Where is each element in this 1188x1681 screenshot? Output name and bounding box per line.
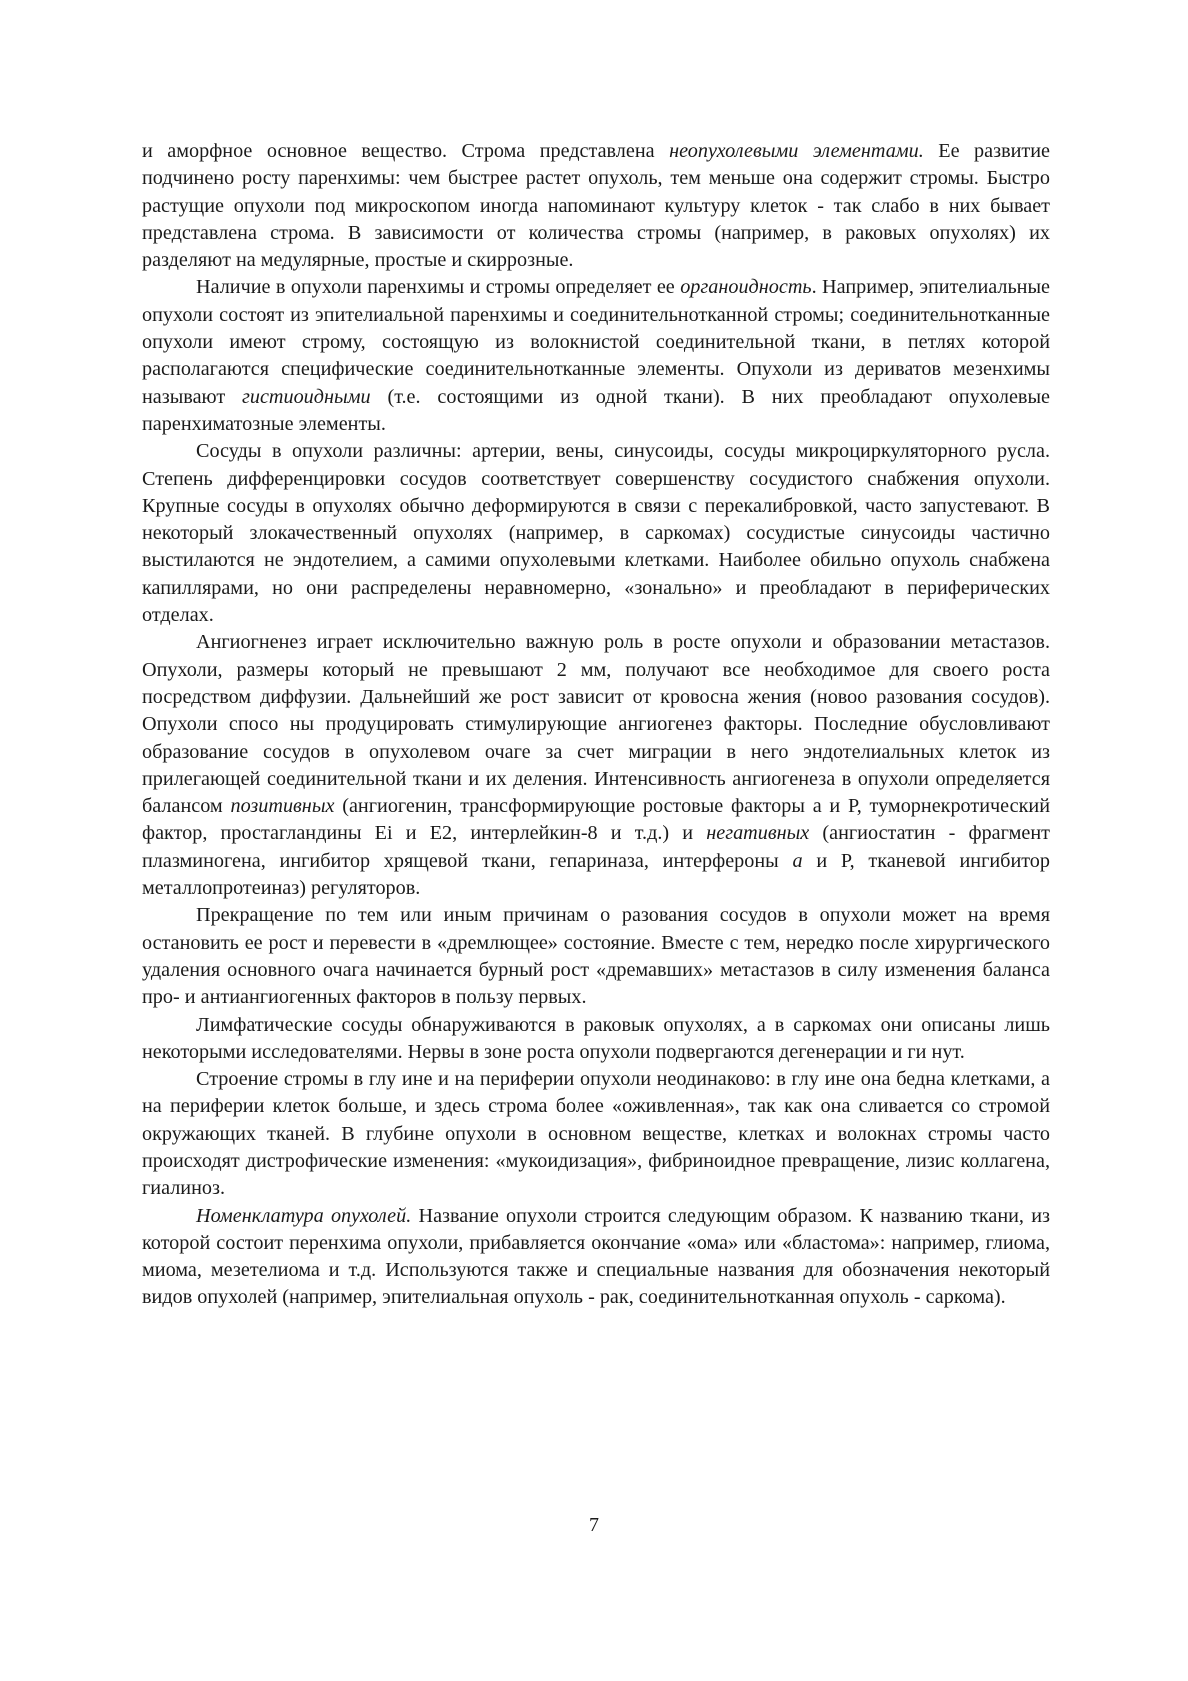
paragraph-text: Наличие в опухоли паренхимы и стромы определяет ее: [196, 276, 681, 299]
paragraph-text: и Р, тканевой ингибитор металлопротеиназ) регуляторов.: [142, 849, 1050, 900]
paragraph-text: Строение стромы в глу ине и на периферии опухоли неодинаково: в глу ине она бедна клетками, а на периферии клеток больше, и здесь строма более «оживленная», так как она сливается со стромой окружающих тканей. В глубине опухоли в основном веществе, клетках и волокнах стромы часто происходят дистрофические изменения: «мукоидизация», фибриноидное превращение, лизис коллагена, гиалиноз.: [142, 1068, 1050, 1200]
page-number: 7: [589, 1514, 599, 1536]
italic-term: а: [792, 849, 803, 872]
paragraph-text: Название опухоли строится следующим образом. К названию ткани, из которой состоит перенхима опухоли, прибавляется окончание «ома» или «бластома»: например, глиома, миома, мезетелиома и т.д. Используются также и специальные названия для обозначения некоторый видов опухолей (например, эпителиальная опухоль - рак, соединительнотканная опухоль - саркома).: [142, 1204, 1050, 1309]
italic-term: органоидность: [680, 276, 812, 299]
italic-term: неопухолевыми элементами.: [669, 140, 924, 162]
italic-term: позитивных: [230, 795, 335, 818]
paragraph-text: . Например, эпителиальные опухоли состоят из эпителиальной паренхимы и соединительнотканной стромы; соединительнотканные опухоли имеют строму, состоящую из волокнистой соединительной ткани, в петлях которой располагаются специфические соединительнотканные элементы. Опухоли из дериватов мезенхимы называют: [142, 276, 1050, 408]
document-body: [142, 138, 1050, 1312]
paragraph: [142, 1066, 1050, 1202]
paragraph-text: Ангиогненез играет исключительно важную роль в росте опухоли и образовании метастазов. Опухоли, размеры который не превышают 2 мм, получают все необходимое для своего роста посредством диффузии. Дальнейший же рост зависит от кровосна жения (новоо разования сосудов). Опухоли спосо ны продуцировать стимулирующие ангиогенез факторы. Последние обусловливают образование сосудов в опухолевом очаге за счет миграции в него эндотелиальных клеток из прилегающей соединительной ткани и их деления. Интенсивность ангиогенеза в опухоли определяется балансом: [142, 631, 1050, 818]
italic-term: гистиоидными: [241, 385, 371, 408]
paragraph: [142, 274, 1050, 438]
paragraph: [142, 629, 1050, 902]
paragraph-text: (ангиостатин - фрагмент плазминогена, ингибитор хрящевой ткани, гепариназа, интерфероны: [142, 822, 1051, 872]
paragraph-text: Сосуды в опухоли различны: артерии, вены, синусоиды, сосуды микроциркуляторного русла. Степень дифференцировки сосудов соответствует совершенству сосудистого снабжения опухоли. Крупные сосуды в опухолях обычно деформируются в связи с перекалибровкой, часто запустевают. В некоторый злокачественный опухолях (например, в саркомах) сосудистые синусоиды частично выстилаются не эндотелием, а самими опухолевыми клетками. Наиболее обильно опухоль снабжена капиллярами, но они распределены неравномерно, «зонально» и преобладают в периферических отделах.: [142, 440, 1050, 627]
paragraph: [142, 1203, 1050, 1312]
paragraph: [142, 1012, 1050, 1067]
italic-term: Номенклатура опухолей.: [196, 1204, 412, 1227]
paragraph-text: (т.е. состоящими из одной ткани). В них преобладают опухолевые паренхиматозные элементы.: [142, 385, 1050, 435]
paragraph: [142, 438, 1050, 629]
paragraph-text: Ее развитие подчинено росту паренхимы: чем быстрее растет опухоль, тем меньше она содержит стромы. Быстро растущие опухоли под микроскопом иногда напоминают культуру клеток - так слабо в них бывает представлена строма. В зависимости от количества стромы (например, в раковых опухолях) их разделяют на медулярные, простые и скиррозные.: [142, 140, 1050, 272]
paragraph-text: и аморфное основное вещество. Строма представлена: [142, 140, 670, 162]
italic-term: негативных: [706, 822, 810, 845]
paragraph: [142, 138, 1050, 274]
paragraph-text: Лимфатические сосуды обнаруживаются в раковык опухолях, а в саркомах они описаны лишь некоторыми исследователями. Нервы в зоне роста опухоли подвергаются дегенерации и ги нут.: [142, 1013, 1050, 1063]
paragraph: [142, 902, 1050, 1011]
paragraph-text: (ангиогенин, трансформирующие ростовые факторы а и Р, туморнекротический фактор, простагландины Ei и Е2, интерлейкин-8 и т.д.) и: [142, 795, 1050, 845]
paragraph-text: Прекращение по тем или иным причинам о разования сосудов в опухоли может на время остановить ее рост и перевести в «дремлющее» состояние. Вместе с тем, нередко после хирургического удаления основного очага начинается бурный рост «дремавших» метастазов в силу изменения баланса про- и антиангиогенных факторов в пользу первых.: [142, 904, 1050, 1009]
